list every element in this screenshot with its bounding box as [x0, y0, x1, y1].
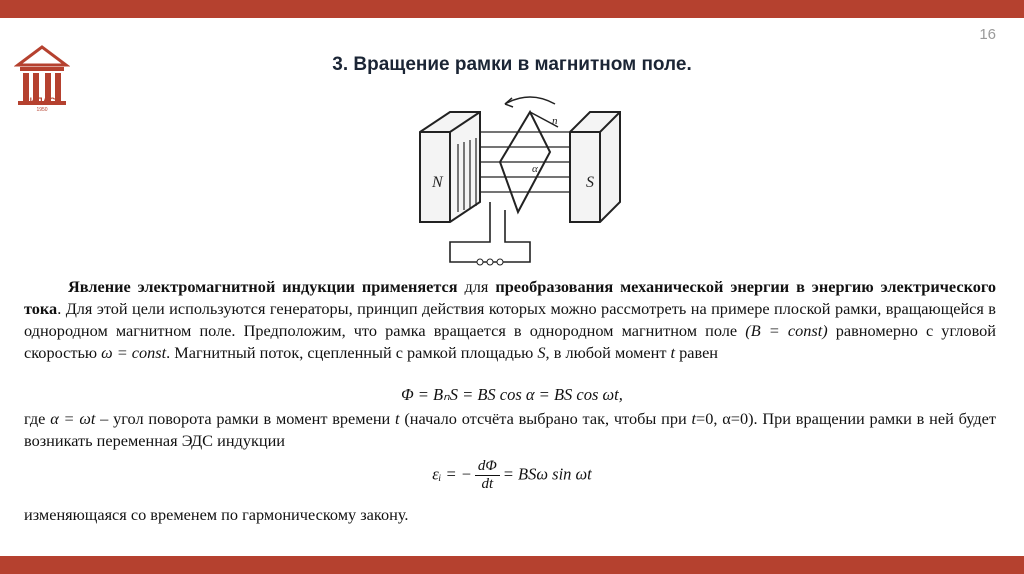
label-angle: α [532, 163, 538, 175]
logo-subtext: 1950 [36, 107, 48, 113]
paragraph-intro: Явление электромагнитной индукции применяется для преобразования механической энергии в энергию электрического тока. Для этой цели используются генераторы, принцип действия которых можно рассмотреть на примере плоской рамки, вращающейся в однородном магнитном поле. Предположим, что рамка вращается в однородном магнитном поле (B = const) равномерно с угловой скоростью ω = const. Магнитный поток, сцепленный с рамкой площадью S, в любой момент t равен [24, 277, 997, 362]
label-normal-vector: n [552, 115, 558, 127]
bottom-bar [0, 556, 1024, 574]
fraction: $\frac{d\Phi}{dt}$ [475, 458, 500, 493]
top-bar [0, 0, 1024, 18]
page-number: 16 [979, 26, 996, 43]
rotating-frame-diagram [410, 92, 630, 270]
paragraph-angle: где α = ωt – угол поворота рамки в момент времени t (начало отсчёта выбрано так, чтобы при t=0, α=0). При вращении рамки в ней будет возникать переменная ЭДС индукции [24, 409, 996, 450]
label-s: S [586, 174, 594, 191]
logo-text: СИПАСУ [23, 96, 61, 106]
label-n: N [432, 174, 443, 191]
slide-title: 3. Вращение рамки в магнитном поле. [332, 54, 692, 75]
paragraph-conclusion: изменяющаяся со временем по гармоническому закону. [24, 505, 409, 524]
formula-flux: Φ = BₙS = BS cos α = BS cos ωt, [401, 385, 623, 404]
formula-emf: εᵢ = − $\frac{d\Phi}{dt}$ = BSω sin ωt [432, 458, 592, 492]
